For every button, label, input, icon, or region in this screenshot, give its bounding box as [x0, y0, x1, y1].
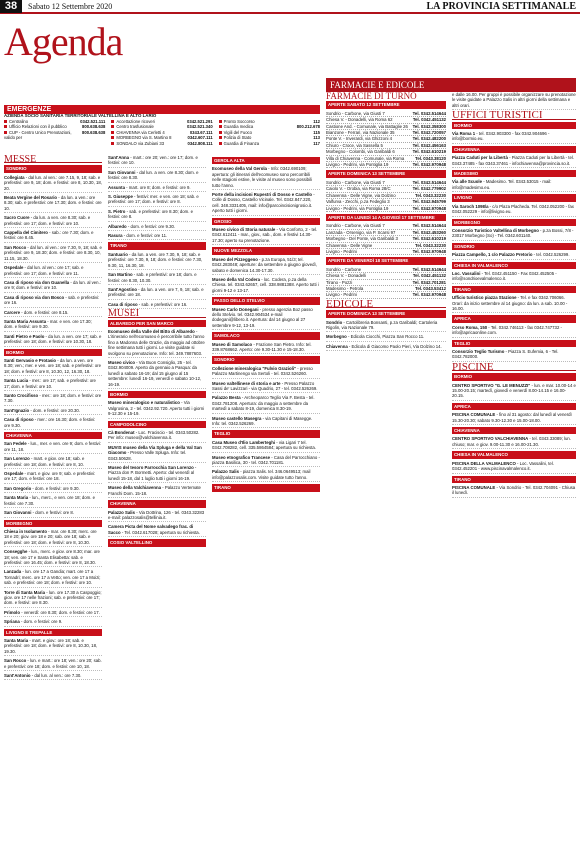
column-3 — [212, 155, 320, 494]
list-u8 — [452, 295, 576, 313]
emergency-row: MORBEGNO via S. Martino 8 0342.607.111 — [111, 135, 212, 141]
list-item: Sondrio - Cartolibreria Bonsanti, p.za Garibaldi; Cartoleria Rigolin, via Nazionale 79. — [326, 320, 446, 333]
list-item: Beata Vergine del Rosario - da lun. a ven.: ore 8.30; sab. e prefestivi: ore 17.30; dom. e festivi: ore 10. — [4, 195, 102, 213]
list-item: San Giovanni - dal lun. a ven. ore 8.30; dom. e festivi: ore 8.30. — [108, 170, 206, 183]
pharmacy-row: Sondrio - Carbone Tel. 0342.514644 — [326, 266, 446, 272]
musei-mezzola-list — [212, 257, 320, 295]
list-item: PISCINA DELLA VALMALENCO - Loc. Vassalini, tel. 0342.452201 - www.piscinavalmalenco.it. — [452, 461, 576, 474]
messe-sondrio-list — [4, 175, 102, 347]
publication-name: LA PROVINCIA SETTIMANALE — [426, 0, 576, 12]
list-item: San Rocco - dal lun. al ven.: ore 7.30, 9, 18; sab. e prefestivi: ore 9, 18.30; dom. e festivi: ore 8.30, 10, 11.15, 18.30. — [4, 245, 102, 263]
list-item: Museo del tesoro Parrocchia San Lorenzo - Piazza don P. Bormetti. Aperto: dal venerdì al lunedì 15-18, dal 1 luglio tutti i giorni 16-19. — [108, 465, 206, 483]
subsection-venerdi: APERTE DA VENERDÌ 18 SETTEMBRE — [326, 257, 446, 264]
list-item: Museo della Val Codera - loc. Codera, p.za della Chiesa. tel. 0343.62657, cell. 338.9881388. Aperto tutti i giorni 9-12 e 13-17. — [212, 277, 320, 295]
farmacie-venerdi-list — [326, 267, 446, 299]
section-piscine: PISCINE — [452, 365, 576, 371]
musei-samolaco-list — [212, 342, 320, 355]
section-musei: MUSEI — [108, 311, 206, 317]
list-item: Santa Maria - mart. e giov.: ore 18; sab. e prefestivi: ore 18; dom. e festivi: ore 8, 10.30, 18, 19.30. — [4, 638, 102, 656]
list-item: Museo castello Masegra - via Capitani di Masegge. Info: tel. 0342.526269. — [212, 416, 320, 429]
page-date: Sabato 12 Settembre 2020 — [28, 1, 113, 11]
list-item: Piazza Caduti per la Libertà - Piazza Caduti per la Libertà - tel. 0343.37485 - fax 0343.37461 - infochiavenna@provincia.so.it. — [452, 155, 576, 168]
pharmacy-row: Livigno - Pedrini, via Pontiglia 19 Tel. 0342.970948 — [326, 205, 446, 211]
sub-p5: TIRANO — [452, 476, 576, 483]
messe-chiavenna-list — [4, 441, 102, 517]
pharmacy-row: Livigno - Pedrini Tel. 0342.970948 — [326, 292, 446, 298]
list-item: Via Roma 1 - tel. 0342.903300 - fax 0342.904696 - info@bormio.eu. — [452, 131, 576, 144]
subsection-edicole: APERTE DOMENICA 13 SETTEMBRE — [326, 310, 446, 317]
pharmacy-row: Villa di Chiavenna - Comunale, via Roma Tel. 0343.38120 — [326, 155, 446, 161]
list-u2 — [452, 155, 576, 168]
list-item: Consorzio Turistico Valtellina di Morbegno - p.za Bossi, 7/8 - 23017 Morbegno (So) - Tel. 0342.601140. — [452, 228, 576, 241]
edicole-list — [326, 320, 446, 352]
list-item: Ecomuseo della Valle del Bitto di Albaredo - L'itinerario nell'ecomuseo è percorribile tutto l'anno fino a Madonna delle Grazie, da maggio ad ottobre fine settimana tutti i giorni. Le visite guidate si svolgono su prenotazione. Info: tel. 349.7887603. — [108, 329, 206, 358]
masthead — [4, 19, 189, 64]
musei-list-2 — [108, 400, 206, 418]
subsection-livigno: LIVIGNO E TREPALLE — [4, 629, 102, 636]
list-p5 — [452, 485, 576, 498]
list-item: Casa Museo d'Ilio Lamberteghi - via Ligari 7 tel. 0342.708282, cell. 335.5864584; apertura su richiesta. — [212, 440, 320, 453]
musei-list-1 — [108, 329, 206, 389]
musei-sondrio-list — [212, 366, 320, 429]
emergenze-left — [4, 119, 105, 147]
pharmacy-row: Chiesa V. - Donadelli Tel. 0342.451132 — [326, 273, 446, 279]
column-farmacie — [326, 92, 446, 353]
column-messe — [4, 155, 102, 682]
sub-u6: SONDRIO — [452, 243, 576, 250]
list-item: CENTRO SPORTIVO "G. LE MENUZZI" - lun. e mar. 10.00-14 e 15.00-20.15; martedì, giovedì e venerdì 8.00-14.15 e 16.00-20.15. — [452, 383, 576, 401]
list-item: Consorzio Teglio Turismo - Piazza S. Eufemia, 6 - Tel. 0342.782000. — [452, 349, 576, 362]
list-item: Santi Gervasio e Protasio - da lun. a ven. ore 8.30; ven.; mer. e ven. ore 18; sab. e prefestivi: ore 18; dom. e festivi: ore 8, 10.30, 12, 16.30, 18. — [4, 358, 102, 376]
list-item: Sant'Anna - mart.: ore 20; ven.: ore 17; dom. e festivi: ore 10. — [108, 155, 206, 168]
pharmacy-row: Caiolo V. - Orobia, via Roma 28/C Tel. 0342.779902 — [326, 186, 446, 192]
sub-p2: APRICA — [452, 403, 576, 410]
list-item: San Giovanni - dom. e festivi: ore 8. — [4, 510, 102, 517]
subsection-grosio: GROSIO — [212, 218, 320, 225]
list-item: Museo di Samolaco - Frazione San Pietro. Info: tel. 339.8768662. Aperto: ore 9.30-11.30 e 15-18.30. — [212, 342, 320, 355]
list-item: Collegiata - dal lun. al ven.: ore 7.15, 9, 18; sab. e prefestivi: ore 9, 18; dom. e festivi: ore 8, 10.30, 18, 20. — [4, 175, 102, 193]
list-item: S. Pietro - sab. e prefestivi: ore 8.30; dom. e festivi: ore 8. — [108, 209, 206, 222]
list-item: San Fedele - lun., mer. e ven. ore 9; dom. e festivi: ore 11, 18. — [4, 441, 102, 454]
list-item: Santi Pietro e Paolo - da lun. a ven. ore 17; sab. e prefestivi: ore 18; dom. e festivi: ore 10.30, 18. — [4, 334, 102, 347]
subsection-stelvio: PASSO DELLO STELVIO — [212, 297, 320, 304]
list-item: PISCINA COMUNALE - fino al 31 agosto: dal lunedì al venerdì 15.30-20.30; sabato 9.30-12.30 e 15.00-18.00. — [452, 412, 576, 425]
list-item: Chiesa in Isolamento - mar. ore 8.30; merc. ore 18 e 20; giov. ore 18 e 20; sab. ore 18; sab. e prefestivi: ore 18; dom. e festivi: ore 8, 10.30. — [4, 529, 102, 547]
messe-livigno-list — [4, 638, 102, 680]
list-item: Via alle Scuole - Madesimo. Tel. 0343.53015 - mail: info@madesimo.eu. — [452, 179, 576, 192]
page-header — [0, 0, 580, 14]
messe-morbegno-list — [4, 529, 102, 627]
list-item: Via Saroch 1098/a - c/o Plaza Placheda. Tel. 0342.052200 - fax 0342.052229 - info@livigno.eu. — [452, 204, 576, 217]
page-title: Agenda — [4, 19, 123, 64]
list-item: Santo Crocifisso - mer.: ore 18; dom. e festivi: ore 7.30. — [4, 393, 102, 406]
subsection-settimana: APERTE DA LUNEDÌ 14 A GIOVEDÌ 17 SETTEMBRE — [326, 214, 446, 221]
pharmacy-row: Chiuro - Croce, via Sassella 5 Tel. 0342.456163 — [326, 142, 446, 148]
list-u10 — [452, 349, 576, 362]
list-item: Cà Bondenat - Loc. Fraciscio - tel. 0343.50282. Per info: museo@valchiavenna.it. — [108, 430, 206, 443]
emergency-row: Vigili del Fuoco 115 — [219, 130, 320, 136]
pharmacy-row: Sondrio - Carbone, via Giusti 7 Tel. 0342.514644 — [326, 110, 446, 116]
list-item: Morbegno - Edicola Ciocchi, Piazza San Rocco 11. — [326, 334, 446, 341]
page-number: 38 — [0, 0, 22, 13]
musei-teglio-list — [212, 440, 320, 482]
list-u3 — [452, 179, 576, 192]
emergency-row: SONDALO via Zubiani 33 0342.808.111 — [111, 141, 212, 147]
farmacie-heading: FARMACIE E EDICOLE — [326, 78, 576, 92]
list-item: Santa Maria Assunta - mar. e ven. ore 17.30; dom. e festivi: ore 9.30. — [4, 319, 102, 332]
list-item: Camera Picta del Nome salvadego frac. di Sacco - Tel. 0342.617028; apertura su richiesta. — [108, 524, 206, 537]
list-item: Museo civico di Storia naturale - Via Conforto, 2 - tel. 0342.612411 - mar., giov., sab., dom. e festivi 14.30-17.30; aperto su prenotazione. — [212, 227, 320, 245]
emergenze-right — [219, 119, 320, 147]
list-item: Casa di riposo via don Guanella - da lun. al ven.: ore 9; dom. e festivi: ore 10. — [4, 280, 102, 293]
sub-u10: TEGLIO — [452, 340, 576, 347]
list-item: Santa Lucia - mer.: ore 17; sab. e prefestivi: ore 17; dom. e festivi: ore 10. — [4, 378, 102, 391]
list-p1 — [452, 383, 576, 401]
list-item: Chiavenna - Edicola di Giacomo Paolo Pieri, Via Dolzino 14. — [326, 344, 446, 351]
pharmacy-row: Tirano - Pozzi Tel. 0342.701281 — [326, 279, 446, 285]
farmacie-turno-title: FARMACIE DI TURNO — [326, 91, 417, 101]
list-item: Sant'Agostino - da lun. a ven. ore 7, 9, 18; sab. e prefestivi: ore 18. — [108, 287, 206, 300]
sub-u5: MORBEGNO — [452, 219, 576, 226]
pharmacy-row: Valfurva - Zecchi, p.za Fedeglio 3 Tel. 0342.945799 — [326, 199, 446, 205]
list-item: Loc. Vassalini - Tel. 0342.451150 - Fax 0342.452505 - info@sondrioevalmalenco.it. — [452, 271, 576, 284]
list-item: San Rocco - lun. e mart.: ore 18; ven.: ore 20; sab. e prefestivi: ore 18; dom. e festivi: ore 10, 18. — [4, 658, 102, 671]
list-item: Rasura - dom. e festivi: ore 11. — [108, 233, 206, 240]
emergenze-bar: EMERGENZE — [4, 105, 320, 114]
list-u6 — [452, 252, 576, 259]
list-item: Sant'Ignazio - dom. e festivi: ore 20.30. — [4, 408, 102, 415]
list-item: CENTRO SPORTIVO VALCHIAVENNA - tel. 0343.33089; lun. chiuso; mar. e giov. 9.00-11.30 e 16.00-21.30. — [452, 436, 576, 449]
subsection-sondrio-musei: SONDRIO — [212, 356, 320, 363]
list-p2 — [452, 412, 576, 425]
pharmacy-row: Livigno - Pedrini, via Pontiglia 19 Tel. 0342.970948 — [326, 162, 446, 168]
subsection-sondrio: SONDRIO — [4, 165, 102, 172]
list-item: San Martino - sab. e prefestivi: ore 18; dom. e festivi: ore 8.30, 10.30. — [108, 272, 206, 285]
pharmacy-row: Morbegno - Colombi, via Garibaldi 6 Tel. 0342.610219 — [326, 149, 446, 155]
list-item: Museo Carlo Donegani - presso agenzia Boz passo dello Stelvio. tel. 0342.904534 e-mail dodegani@libero.it. Apertura: dal 14 giugno al 27 settembre 9-12, 13-19. — [212, 307, 320, 331]
list-item: Carcere - dom. e festivi: ore 8.15. — [4, 310, 102, 317]
subsection-tirano-musei: TIRANO — [212, 484, 320, 491]
emergency-row: Guardia di Finanza 117 — [219, 141, 320, 147]
list-item: Consegghe - lun., merc. e giov. ore 8.30; mar. ore 18; ven. ore 17 e Santa Elisabetta: sab. e prefestivi: ore 16.45; dom. e festivi: ore 8, 18.30. — [4, 549, 102, 567]
column-5 — [452, 92, 576, 500]
subsection-samolaco: SAMOLACO — [212, 332, 320, 339]
list-item: Torre di Santa Maria - lun. ore 17.30 a Caspoggio; giov. ore 17 nelle frazioni; sab. e prefestivi: ore 17; dom. e festivi: ore 8.30. — [4, 590, 102, 608]
list-item: Museo valtellinese di storia e arte - Presso Palazzo Sassi de' Lavizzari - via Quadrio, 27 - tel. 0342.526269. — [212, 381, 320, 394]
list-item: Casa di riposo - sab. e prefestivi: ore 16. — [108, 302, 206, 309]
list-item: Sacro Cuore - da lun. a ven. ore 8.30; sab. e prefestivi: ore 17; dom. e festivi: ore 10. — [4, 215, 102, 228]
list-item: San Lorenzo - mart. e giov. ore 18; sab. e prefestivi: ore 18; dom. e festivi: ore 8, 10. — [4, 456, 102, 469]
list-item: S. Giuseppe - festivi: mer. e ven. ore 18; sab. e prefestivi: ore 17; dom. e festivi: ore 8. — [108, 194, 206, 207]
pharmacy-row: Morbegno - Del Ponte, via Garibaldi 3 Tel. 0342.610219 — [326, 236, 446, 242]
sub-u1: BORMIO — [452, 122, 576, 129]
list-item: Sant'Antonio - dal lun. al ven.: ore 7.30. — [4, 673, 102, 680]
pharmacy-row: Sondrio - Carbone, via Giusti 7 Tel. 0342.514644 — [326, 179, 446, 185]
list-item: Casa di riposo via don Bosco - sab. e prefestivi: ore 16. — [4, 295, 102, 308]
pharmacy-row: Chiavenna - Delle Vigne Tel. 0343.32230 — [326, 242, 446, 248]
musei-list-4 — [108, 510, 206, 538]
pharmacy-row: Ponte V. - Inverardi, via Ghizzoni 4 Tel. 0342.482200 — [326, 136, 446, 142]
list-item: Palazzo Besta - Archeoparco Teglio Via F. Besta - tel. 0342.781208. Apertura: da maggio a settembre da martedì a sabato 8-19, domenica 8.30-19. — [212, 395, 320, 413]
musei-stelvio-list — [212, 307, 320, 331]
list-item: Museo etnografico Trancese - Casa del Parrocchiano - piazza Basilica, 30 - tel. 0342.701181. — [212, 455, 320, 468]
list-item: Casa di riposo - mer.: ore 16.30; dom. e festivi: ore 9.30. — [4, 417, 102, 430]
sub-u3: MADESIMO — [452, 170, 576, 177]
subsection-sabato: APERTE SABATO 12 SETTEMBRE — [326, 101, 446, 108]
subsection-chiavenna-musei: CHIAVENNA — [108, 500, 206, 507]
pharmacy-row: Bianzone - Ferrari, via Nazionale 35 Tel. 0342.720057 — [326, 130, 446, 136]
list-u1 — [452, 131, 576, 144]
subsection-gerola: GEROLA ALTA — [212, 157, 320, 164]
pharmacy-row: Chiavenna - Delle Vigne, via Dolzino Tel. 0343.32230 — [326, 192, 446, 198]
list-item: Palazzo Salis - Via Dottrina, 126 - tel. 0343.32283 e-mail: palazzosalis@tellinia.it. — [108, 510, 206, 523]
list-item: MUVIS museo della Via Spluga e della Val San Giacomo - Presso Valle Spluga. Info: tel. 0343.50628. — [108, 445, 206, 463]
list-item: Piazza Campello, 1 c/o Palazzo Pretorio - tel. 0342.526299. — [452, 252, 576, 259]
sub-u7: CHIESA IN VALMALENCO — [452, 262, 576, 269]
list-item: San Gregorio - dom. e festivi: ore 9.30. — [4, 486, 102, 493]
list-u4 — [452, 204, 576, 217]
messe-tirano-list — [108, 252, 206, 309]
emergency-row: Polizia di Stato 113 — [219, 135, 320, 141]
list-item: Ospedale - dal lun. al ven.: ore 17; sab. e prefestivi: ore 17; dom. e festivi: ore 11. — [4, 265, 102, 278]
emergency-row: Pronto Soccorso 112 — [219, 119, 320, 125]
musei-list-3 — [108, 430, 206, 498]
emergenze-intro: AZIENDA SOCIO SANITARIA TERRITORIALE VALTELLINA E ALTO LARIO — [4, 113, 157, 118]
list-item: Porte della incisioni Rupestri di Dosso e Castello - Colle di Dosso, Castello Vicinale. Tel. 0342.847.220, cell. 348.3331405, mail: info@parcoincisionigrosio.it. Aperto tutti i giorni. — [212, 192, 320, 216]
section-uffici: UFFICI TURISTICI — [452, 113, 576, 119]
sub-u8: TIRANO — [452, 286, 576, 293]
list-p4 — [452, 461, 576, 474]
list-item: PISCINA COMUNALE - Via Sondrio - Tel. 0342.704091 - Chiusa il lunedì. — [452, 485, 576, 498]
list-item: Primolo - venerdì: ore 8.30; dom. e festivi: ore 17. — [4, 610, 102, 617]
pharmacy-row: Lanzada - Orsenigo, via P. Scarsi 97 Tel. 0342.453260 — [326, 229, 446, 235]
subsection-bormio: BORMIO — [4, 349, 102, 356]
list-item: Palazzo Salis - piazza Salis. tel. 346.0649513; mail info@palazzosalis.com. Visite guidate tutto l'anno. — [212, 469, 320, 482]
pharmacy-row: Sondrio - Carbone, via Giusti 7 Tel. 0342.514644 — [326, 223, 446, 229]
sub-u9: APRICA — [452, 315, 576, 322]
subsection-tirano: TIRANO — [108, 242, 206, 249]
emergency-row: Centralino 0342.521.111 — [4, 119, 105, 125]
subsection-campodolcino: CAMPODOLCINO — [108, 421, 206, 428]
list-item: Lanzada - lun. ore 17 a Gandia; mart. ore 17 a Tornadri; merc. ore 17 a Vetto; ven. ore 17 a Moizi; sab. e prefestivi: ore 18; dom. e festivi: ore 10. — [4, 569, 102, 587]
sub-u4: LIVIGNO — [452, 194, 576, 201]
sub-p4: CHIESA IN VALMALENCO — [452, 451, 576, 458]
subsection-domenica: APERTE DOMENICA 13 SETTEMBRE — [326, 170, 446, 177]
farmacie-sabato-list — [326, 111, 446, 169]
emergenze-block — [4, 113, 320, 146]
list-u5 — [452, 228, 576, 241]
subsection-cosio: COSIO VALTELLINO — [108, 539, 206, 546]
list-item: Assunta - mart. ore 8; dom. e festivi: ore 9. — [108, 185, 206, 192]
farmacie-settimana-list — [326, 223, 446, 255]
messe-cont-list — [108, 155, 206, 240]
sub-p1: BORMIO — [452, 373, 576, 380]
emergency-row: CHIAVENNA via Cerletti 4 0343.67.111 — [111, 130, 212, 136]
subsection-teglio: TEGLIO — [212, 430, 320, 437]
pharmacy-row: Livigno - Pedrini Tel. 0342.970948 — [326, 248, 446, 254]
subsection-chiavenna: CHIAVENNA — [4, 432, 102, 439]
list-item: Ufficio turistico piazza Stazione - Tel. e fax 0342.706066. Orari: da inizio settembre al 14 giugno: da lun. a sab. 10.00 - 16.00. — [452, 295, 576, 313]
list-item: Museo mineralogico e naturalistico - Via Valgrosina, 2 - tel. 0342.92.720. Aperto tutti i giorni 9-12.30 e 15-19. — [108, 400, 206, 418]
list-item: Albaredo - dom. e festivi: ore 9.30. — [108, 224, 206, 231]
pharmacy-row: Castione And. - Comunale, via Battaglie 26 Tel. 0342.358300 — [326, 123, 446, 129]
section-messe: MESSE — [4, 157, 102, 163]
list-item: Museo civico - Via Buon Consiglio, 25 - tel. 0342.904009. Aperto da gennaio a Pasqua: da lunedì a sabato 16-19; dal 15 giugno al 15 settembre: lunedì 16-19, venerdì e sabato 10-12, 16-19. — [108, 360, 206, 389]
section-edicole: EDICOLE — [326, 302, 446, 308]
column-2 — [108, 155, 206, 549]
musei-grosio-list — [212, 227, 320, 245]
emergency-row: Accettazione ricoveri 0342.521.291 — [111, 119, 212, 125]
emergency-row: Ufficio Relazioni con il pubblico 800.638.638 — [4, 124, 105, 130]
list-item: Museo della Valchiavenna - Palazzo Vertemate Franchi Dom. 15-18. — [108, 485, 206, 498]
farmacie-domenica-list — [326, 180, 446, 212]
list-p3 — [452, 436, 576, 449]
subsection-albaredo: ALBAREDO PER SAN MARCO — [108, 320, 206, 327]
list-item: Santuario - da lun. a ven. ore 7.30, 9, 18; sab. e prefestivi: ore 7.30, 9, 18; dom. e festivi: ore 7.30, 9.30, 11, 16.30, 18. — [108, 252, 206, 270]
subsection-bormio-musei: BORMIO — [108, 391, 206, 398]
subsection-nuove-mezzola: NUOVE MEZZOLA — [212, 247, 320, 254]
list-item: Museo del Pizzeggeno - p.za Europa, 51/3; tel. 0342.283048; aperture: da settembre a giugno giovedì, sabato e domenica 14.30-17.30. — [212, 257, 320, 275]
emergency-row: Centro trasfusionale 0342.521.340 — [111, 124, 212, 130]
list-item: Santa Maria - lun., merc., e ven. ore 18; dom. e festivi: ore 7.30. — [4, 495, 102, 508]
subsection-morbegno: MORBEGNO — [4, 520, 102, 527]
list-item: Collezione mineralogica "Fulvio Grazioli" - presso Palazzo Martinengo via Sertoli - tel. 0342.526260. — [212, 366, 320, 379]
pharmacy-row: Chiesa V. - Donadelli, via Roma 62 Tel. 0342.451132 — [326, 117, 446, 123]
list-item: Ecomuseo della Val Gerola - Info: 0342.690109; apertura: gli itinerari dell'ecomuseo sono percorribili nelle stagioni estive, le visite al museo sono possibili tutto l'anno. — [212, 166, 320, 190]
musei-gerola-list — [212, 166, 320, 215]
emergency-row: CUP - Centro Unico Prenotazioni, valido per 800.638.638 — [4, 129, 106, 140]
list-u9 — [452, 325, 576, 338]
messe-bormio-list — [4, 358, 102, 430]
sub-p3: CHIAVENNA — [452, 427, 576, 434]
list-item: Cappella del Cimitero - sab.: ore 7.30; dom. e festivi: ore 8.45. — [4, 230, 102, 243]
list-item: Corso Roma, 150 - Tel. 0342.746113 - fax 0342.747732 - info@apricaonline.com. — [452, 325, 576, 338]
pharmacy-row: Madesimo - Petrola Tel. 0343.53412 — [326, 285, 446, 291]
palazzo-salis-cont: e dalle 16.00. Per gruppi è possibile organizzare su prenotazione le visite guidate a Palazzo Salis in altri giorni della settimana e altri orari. — [452, 92, 576, 110]
list-item: Ospedale - mart. e giov. ore 9; sab. e prefestivi: ore 17; dom. e festivi: ore 18. — [4, 471, 102, 484]
list-item: Spriana - dom. e festivi: ore 9. — [4, 619, 102, 626]
emergenze-mid — [111, 119, 212, 147]
sub-u2: CHIAVENNA — [452, 146, 576, 153]
emergency-row: Guardia medica 800.212.678 — [219, 124, 320, 130]
list-u7 — [452, 271, 576, 284]
